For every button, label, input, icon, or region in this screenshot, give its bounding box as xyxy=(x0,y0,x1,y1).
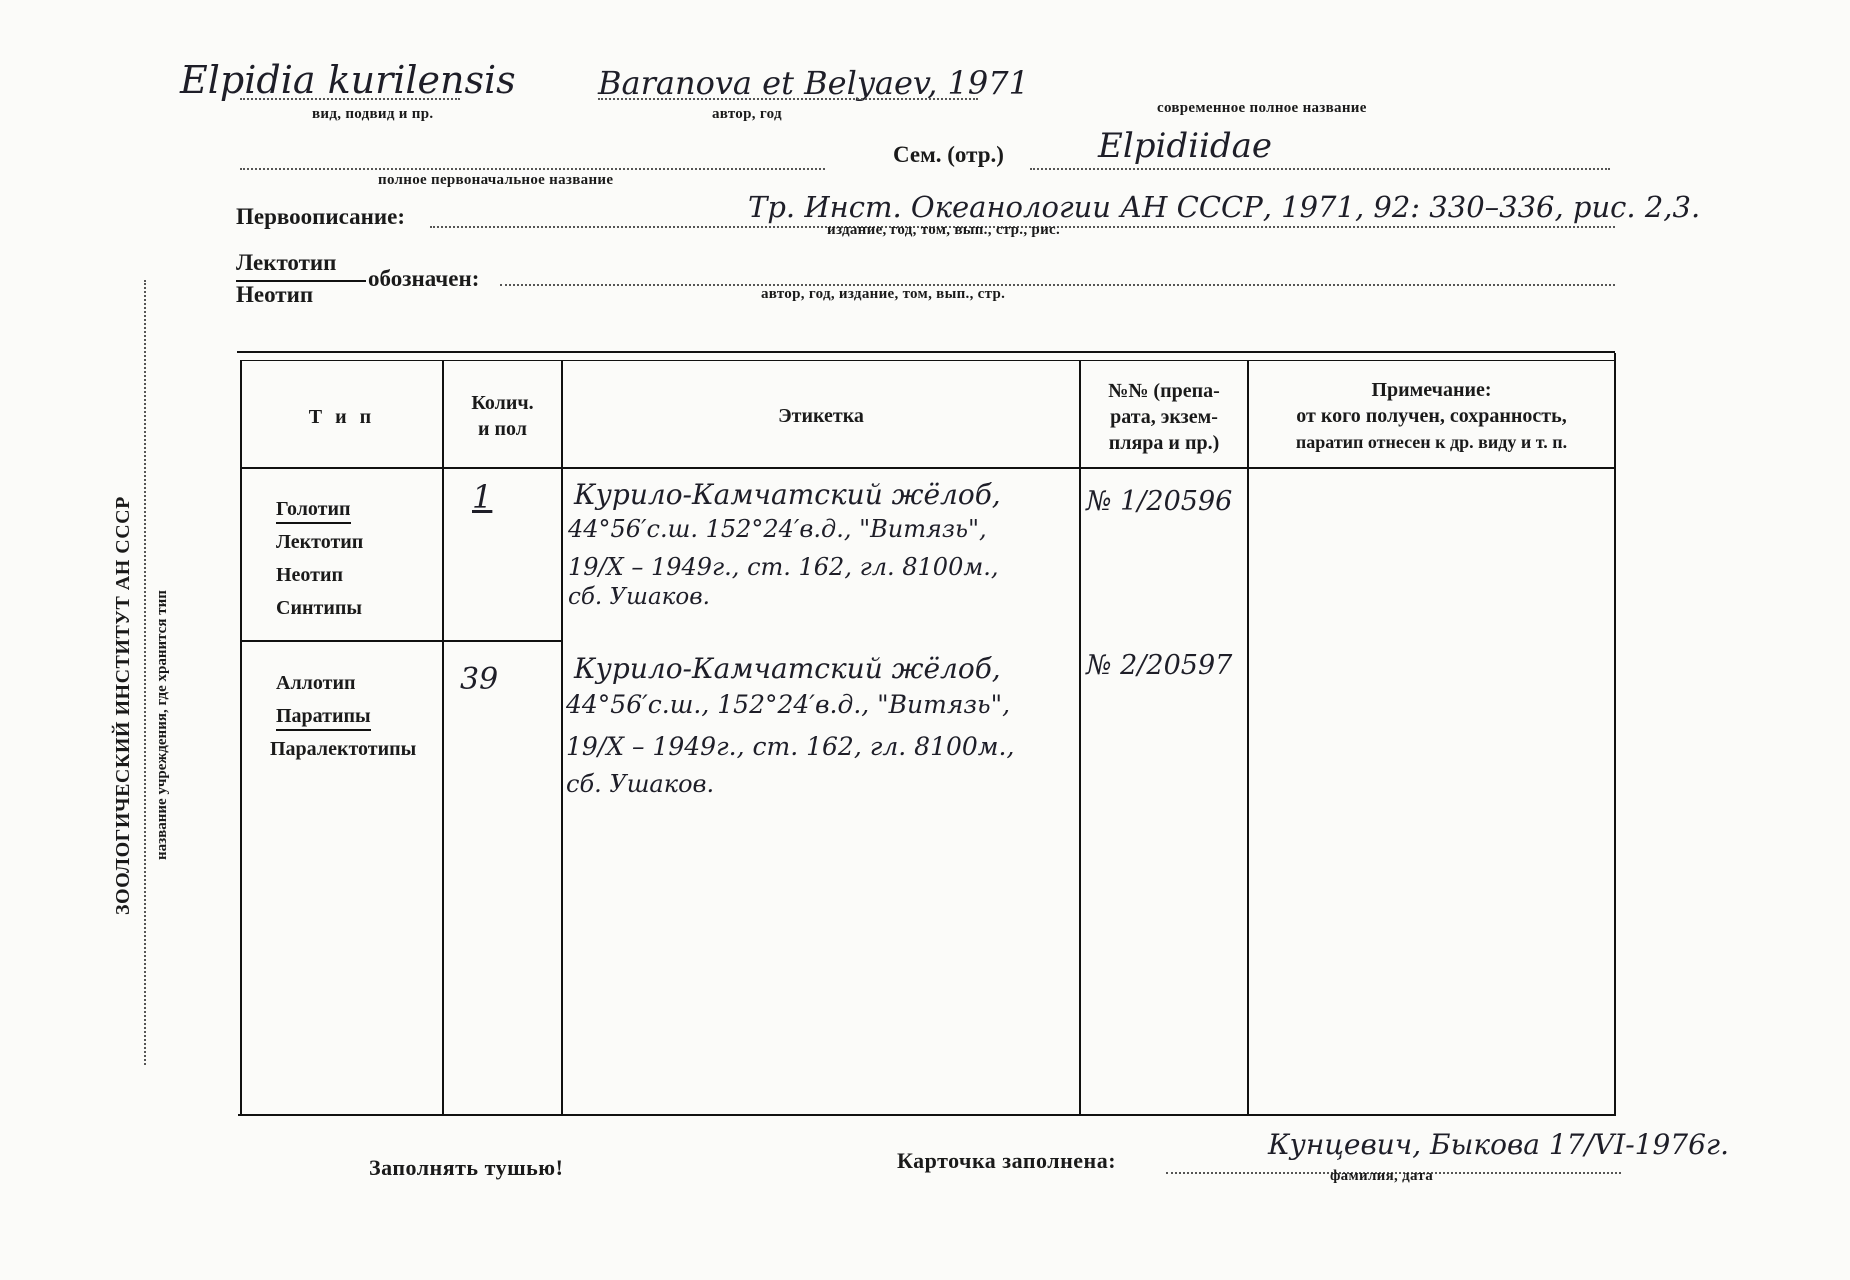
species-name-line xyxy=(240,98,460,100)
type-holotype: Голотип xyxy=(276,498,351,524)
designated-caption: автор, год, издание, том, вып., стр. xyxy=(761,286,1006,302)
first-description-label: Первоописание: xyxy=(236,204,406,229)
ink-note: Заполнять тушью! xyxy=(369,1155,564,1180)
group1-count-handwritten: 1 xyxy=(472,478,493,516)
species-name-handwritten: Elpidia kurilensis xyxy=(180,58,516,102)
family-handwritten: Elpidiidae xyxy=(1098,126,1273,166)
original-name-line xyxy=(240,168,825,170)
designated-line xyxy=(500,284,1615,286)
table-col-sep-3 xyxy=(1079,360,1081,1116)
table-header-bottom xyxy=(240,467,1615,469)
header-note-line1: Примечание: xyxy=(1371,379,1492,401)
species-author-handwritten: Baranova et Belyaev, 1971 xyxy=(598,64,1029,102)
table-col-sep-4 xyxy=(1247,360,1249,1116)
header-note-line3: паратип отнесен к др. виду и т. п. xyxy=(1295,432,1568,452)
designated-label: обозначен: xyxy=(368,266,480,291)
neotype-label: Неотип xyxy=(236,282,314,307)
species-author-line xyxy=(598,98,978,100)
table-col-sep-2 xyxy=(561,360,563,1116)
group1-label-line: сб. Ушаков. xyxy=(568,584,710,610)
lectotype-label: Лектотип xyxy=(236,250,337,275)
family-label: Сем. (отр.) xyxy=(893,142,1004,167)
group2-label-line: 44°56′с.ш., 152°24′в.д., "Витязь", xyxy=(566,690,1011,719)
group1-label-line: 19/X – 1949г., ст. 162, гл. 8100м., xyxy=(568,553,999,581)
group2-label-line: 19/X – 1949г., ст. 162, гл. 8100м., xyxy=(566,732,1015,761)
family-line xyxy=(1030,168,1610,170)
group1-label-line: Курило-Камчатский жёлоб, xyxy=(574,478,1001,511)
type-allotype: Аллотип xyxy=(276,672,356,694)
header-number-line2: рата, экзем- xyxy=(1110,406,1218,428)
first-description-handwritten: Тр. Инст. Океанологии АН СССР, 1971, 92: 330–336, рис. 2,3. xyxy=(748,190,1701,224)
group1-number-handwritten: № 1/20596 xyxy=(1086,486,1233,517)
group1-label-line: 44°56′с.ш. 152°24′в.д., "Витязь", xyxy=(568,515,987,543)
type-paralectotypes: Паралектотипы xyxy=(270,738,417,760)
header-count-line1: Колич. xyxy=(471,392,534,414)
original-name-caption: полное первоначальное название xyxy=(378,172,614,188)
institute-name: ЗООЛОГИЧЕСКИЙ ИНСТИТУТ АН СССР xyxy=(112,496,134,915)
modern-name-caption: современное полное название xyxy=(1157,100,1367,116)
table-top-border xyxy=(237,351,1615,353)
group2-count-handwritten: 39 xyxy=(460,662,499,697)
type-syntypes: Синтипы xyxy=(276,597,362,619)
group2-label-line: сб. Ушаков. xyxy=(566,770,715,798)
header-label: Этикетка xyxy=(778,405,864,427)
table-col-sep-1 xyxy=(442,360,444,1116)
table-left-border xyxy=(240,360,242,1116)
filled-label: Карточка заполнена: xyxy=(897,1148,1117,1173)
header-note-line2: от кого получен, сохранность, xyxy=(1296,405,1567,427)
group2-label-line: Курило-Камчатский жёлоб, xyxy=(574,652,1001,685)
species-author-caption: автор, год xyxy=(712,106,782,122)
filled-caption: фамилия, дата xyxy=(1330,1168,1434,1184)
type-neotype: Неотип xyxy=(276,564,344,586)
table-right-border xyxy=(1614,353,1616,1116)
header-number-line1: №№ (препа- xyxy=(1108,380,1220,402)
table-bottom-border xyxy=(238,1114,1616,1116)
table-top-inner xyxy=(240,360,1615,361)
header-number-line3: пляра и пр.) xyxy=(1108,432,1220,454)
header-count-line2: и пол xyxy=(477,418,527,440)
group2-number-handwritten: № 2/20597 xyxy=(1086,650,1233,681)
species-name-caption: вид, подвид и пр. xyxy=(312,106,434,122)
table-group-divider xyxy=(240,640,561,642)
institute-line xyxy=(144,280,146,1065)
filled-handwritten: Кунцевич, Быкова 17/VI-1976г. xyxy=(1268,1128,1729,1161)
type-paratypes: Паратипы xyxy=(276,705,371,731)
type-lectotype: Лектотип xyxy=(276,531,364,553)
header-type: Т и п xyxy=(308,406,376,428)
first-description-caption: издание, год, том, вып., стр., рис. xyxy=(827,222,1061,238)
header-count xyxy=(444,390,561,442)
header-number xyxy=(1081,378,1247,456)
institute-caption: название учреждения, где хранится тип xyxy=(154,590,170,860)
header-note xyxy=(1249,377,1614,455)
